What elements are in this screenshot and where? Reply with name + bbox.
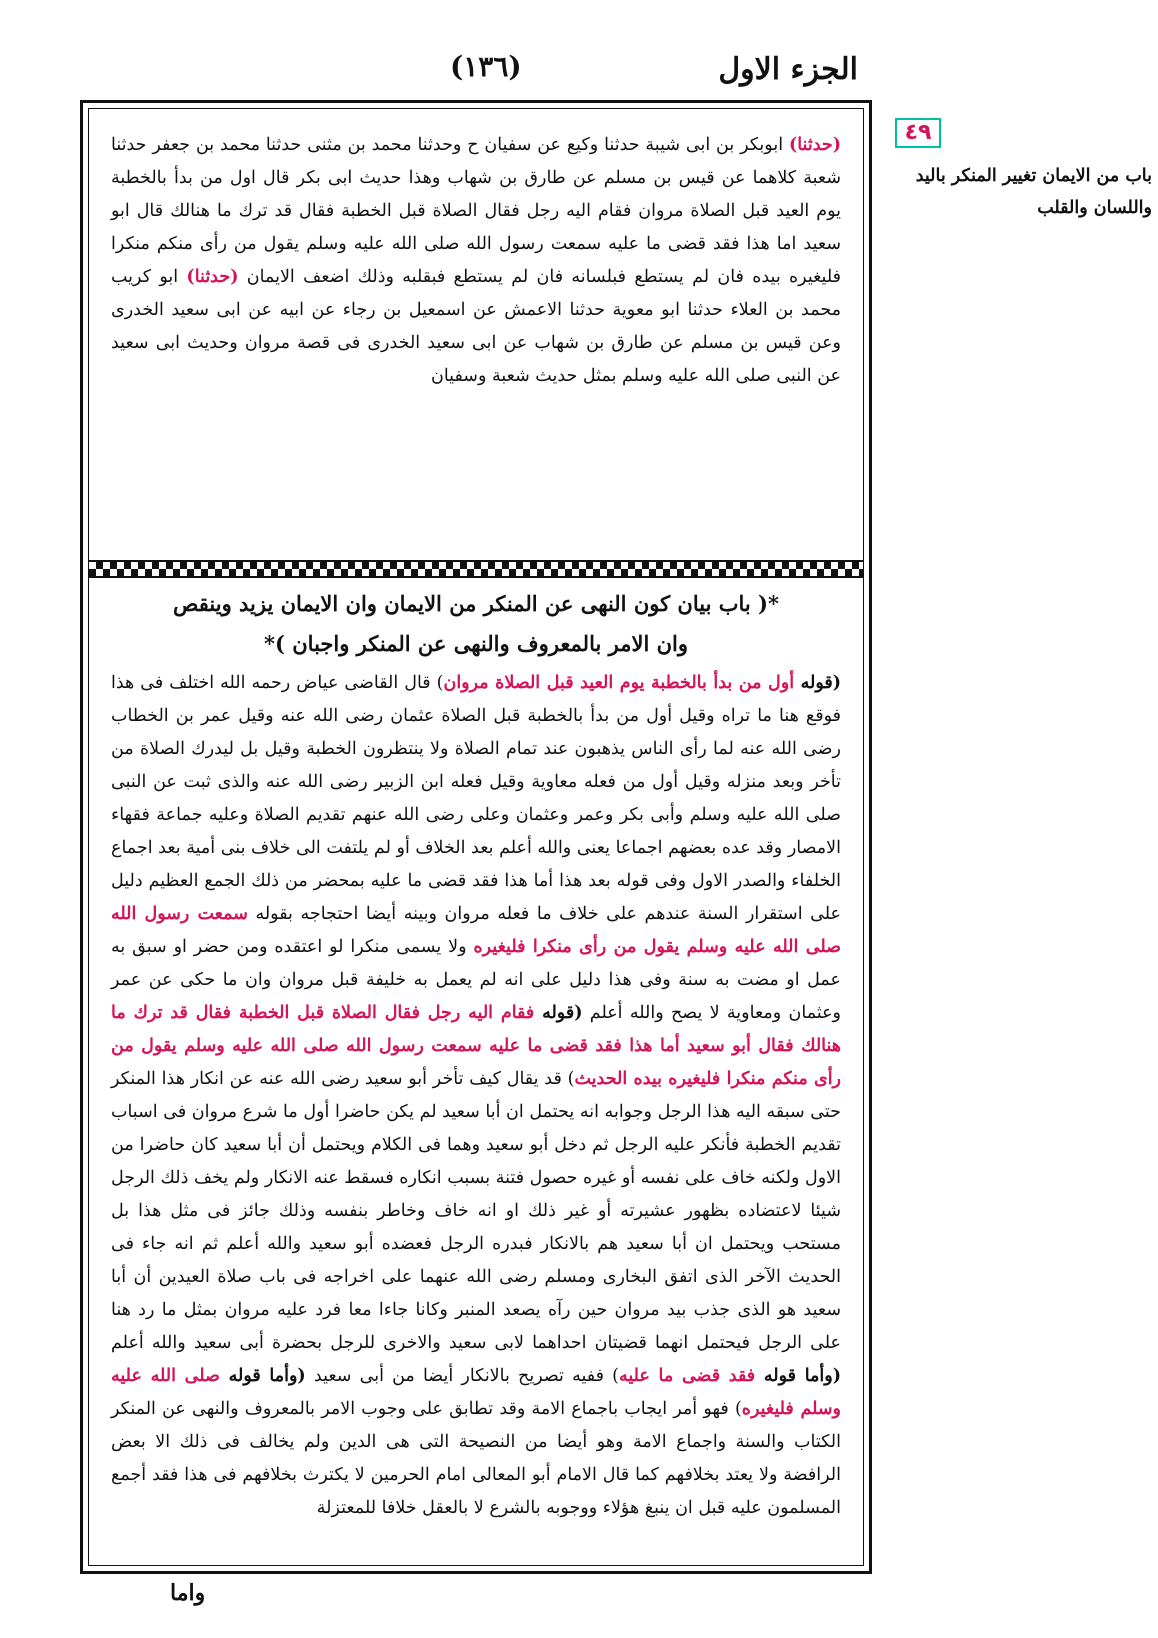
commentary-keyword: (وأما قوله: [755, 1366, 841, 1386]
hadith-keyword: (حدثنا): [788, 135, 841, 155]
chapter-heading-line: وان الامر بالمعروف والنهى عن المنكر واجبان )*: [264, 631, 688, 656]
commentary-keyword: (قوله: [534, 1003, 583, 1023]
hadith-text-block: [89, 129, 863, 549]
quoted-phrase: فقد قضى ما عليه: [618, 1366, 756, 1386]
hadith-text: ابوبكر بن ابى شيبة حدثنا وكيع عن سفيان ح وحدثنا محمد بن مثنى حدثنا محمد بن جعفر حدثنا شعبة كلاهما عن قيس بن مسلم عن طارق بن شهاب وهذا حديث ابى بكر قال اول من بدأ بالخطبة يوم العيد قبل الصلاة مروان فقام اليه رجل فقال الصلاة قبل الخطبة فقال قد ترك ما هنالك قال ابو سعيد اما هذا فقد قضى ما عليه سمعت رسول الله صلى الله عليه وسلم يقول من رأى منكم منكرا فليغيره بيده فان لم يستطع فبلسانه فان لم يستطع فبقلبه وذلك اضعف الايمان: [111, 135, 841, 287]
commentary-keyword: (قوله: [794, 673, 842, 693]
commentary-text: ) فهو أمر ايجاب باجماع الامة وقد تطابق على وجوب الامر بالمعروف والنهى عن المنكر الكتاب والسنة واجماع الامة وهو أيضا من النصيحة التى هى الدين ولم يخالف فى ذلك الا بعض الرافضة ولا يعتد بخلافهم كما قال الامام أبو المعالى امام الحرمين لا يكترث بخلافهم فى هذا فقد أجمع المسلمون عليه قبل ان ينبغ هؤلاء ووجوبه بالشرع لا بالعقل خلافا للمعتزلة: [111, 1399, 841, 1518]
main-text-frame: [80, 100, 872, 1574]
ornamental-divider: [89, 560, 863, 578]
margin-chapter-title: باب من الايمان تغيير المنكر باليد واللسان والقلب: [915, 166, 1152, 218]
commentary-text: ) ففيه تصريح بالانكار أيضا من أبى سعيد: [305, 1366, 619, 1386]
margin-hadith-number: ٤٩: [895, 118, 941, 148]
hadith-paragraph: [111, 129, 841, 393]
catchword: واما: [170, 1580, 206, 1606]
page-header-volume: الجزء الاول: [718, 52, 858, 87]
commentary-text: ) قد يقال كيف تأخر أبو سعيد رضى الله عنه عن انكار هذا المنكر حتى سبقه اليه هذا الرجل وجوابه انه يحتمل ان أبا سعيد لم يكن حاضرا أول ما شرع مروان فى اسباب تقديم الخطبة فأنكر عليه الرجل ثم دخل أبو سعيد وهما فى الكلام ويحتمل أن أبا سعيد كان حاضرا من الاول ولكنه خاف على نفسه أو غيره حصول فتنة بسبب انكاره فسقط عنه الانكار ولم يخف ذلك الرجل شيئا لاعتضاده بظهور عشيرته أو غير ذلك او انه خاف وخاطر بنفسه وذلك جائز فى مثل هذا بل مستحب ويحتمل ان أبا سعيد هم بالانكار فبدره الرجل فعضده أبو سعيد والله أعلم ثم انه جاء فى الحديث الآخر الذى اتفق البخارى ومسلم رضى الله عنهما على اخراجه فى باب صلاة العيدين أن أبا سعيد هو الذى جذب بيد مروان حين رآه يصعد المنبر وكانا جاءا معا فرد عليه مروان بمثل ما رد هنا على الرجل فيحتمل انهما قضيتان احداهما لابى سعيد والاخرى للرجل بحضرة أبى سعيد والله أعلم: [111, 1069, 841, 1353]
page-number: (١٣٦): [450, 50, 522, 83]
commentary-text: ) قال القاضى عياض رحمه الله اختلف فى هذا فوقع هنا ما تراه وقيل أول من بدأ بالخطبة قبل الصلاة عثمان رضى الله عنه وقيل عمر بن الخطاب رضى الله عنه لما رأى الناس يذهبون عند تمام الصلاة ولا ينتظرون الخطبة وقيل بل ليدرك الصلاة من تأخر وبعد منزله وقيل أول من فعله معاوية وقيل فعله ابن الزبير رضى الله عنه والذى ثبت عن النبى صلى الله عليه وسلم وأبى بكر وعمر وعثمان وعلى رضى الله عنهم تقديم الصلاة وعليه جماعة فقهاء الامصار وقد عده بعضهم اجماعا يعنى والله أعلم بعد الخلاف أو لم يلتفت الى خلاف بنى أمية بعد اجماع الخلفاء والصدر الاول وفى قوله بعد هذا أما هذا فقد قضى ما عليه بمحضر من ذلك الجمع العظيم دليل على استقرار السنة عندهم على خلاف ما فعله مروان وبينه أيضا احتجاجه بقوله: [111, 673, 841, 924]
inner-text-frame: [88, 108, 864, 1566]
chapter-heading-line: *( باب بيان كون النهى عن المنكر من الايمان وان الايمان يزيد وينقص: [173, 591, 779, 616]
quoted-phrase: أول من بدأ بالخطبة يوم العيد قبل الصلاة مروان: [443, 673, 795, 693]
quoted-phrase: فقام اليه رجل فقال الصلاة قبل الخطبة فقال قد ترك ما هنالك فقال أبو سعيد أما هذا فقد قضى ما عليه سمعت رسول الله صلى الله عليه وسلم يقول من رأى منكم منكرا فليغيره بيده الحديث: [111, 1003, 842, 1089]
quoted-phrase: صلى الله عليه وسلم فليغيره: [111, 1366, 842, 1419]
chapter-heading: [89, 584, 863, 664]
hadith-keyword: (حدثنا): [186, 267, 239, 287]
commentary-paragraph: [111, 667, 841, 1525]
commentary-text: ولا يسمى منكرا لو اعتقده ومن حضر او سبق به عمل او مضت به سنة وفى هذا دليل على انه لم يعمل به خليفة قبل مروان وان ما حكى عن عمر وعثمان ومعاوية لا يصح والله أعلم: [111, 937, 841, 1023]
hadith-text: ابو كريب محمد بن العلاء حدثنا ابو معوية حدثنا الاعمش عن اسمعيل بن رجاء عن ابيه عن ابى سعيد الخدرى وعن قيس بن مسلم عن طارق بن شهاب عن ابى سعيد الخدرى فى قصة مروان وحديث ابى سعيد عن النبى صلى الله عليه وسلم بمثل حديث شعبة وسفيان: [111, 267, 841, 386]
commentary-text-block: [89, 667, 863, 1555]
quoted-phrase: سمعت رسول الله صلى الله عليه وسلم يقول من رأى منكرا فليغيره: [111, 904, 841, 957]
commentary-keyword: (وأما قوله: [219, 1366, 306, 1386]
